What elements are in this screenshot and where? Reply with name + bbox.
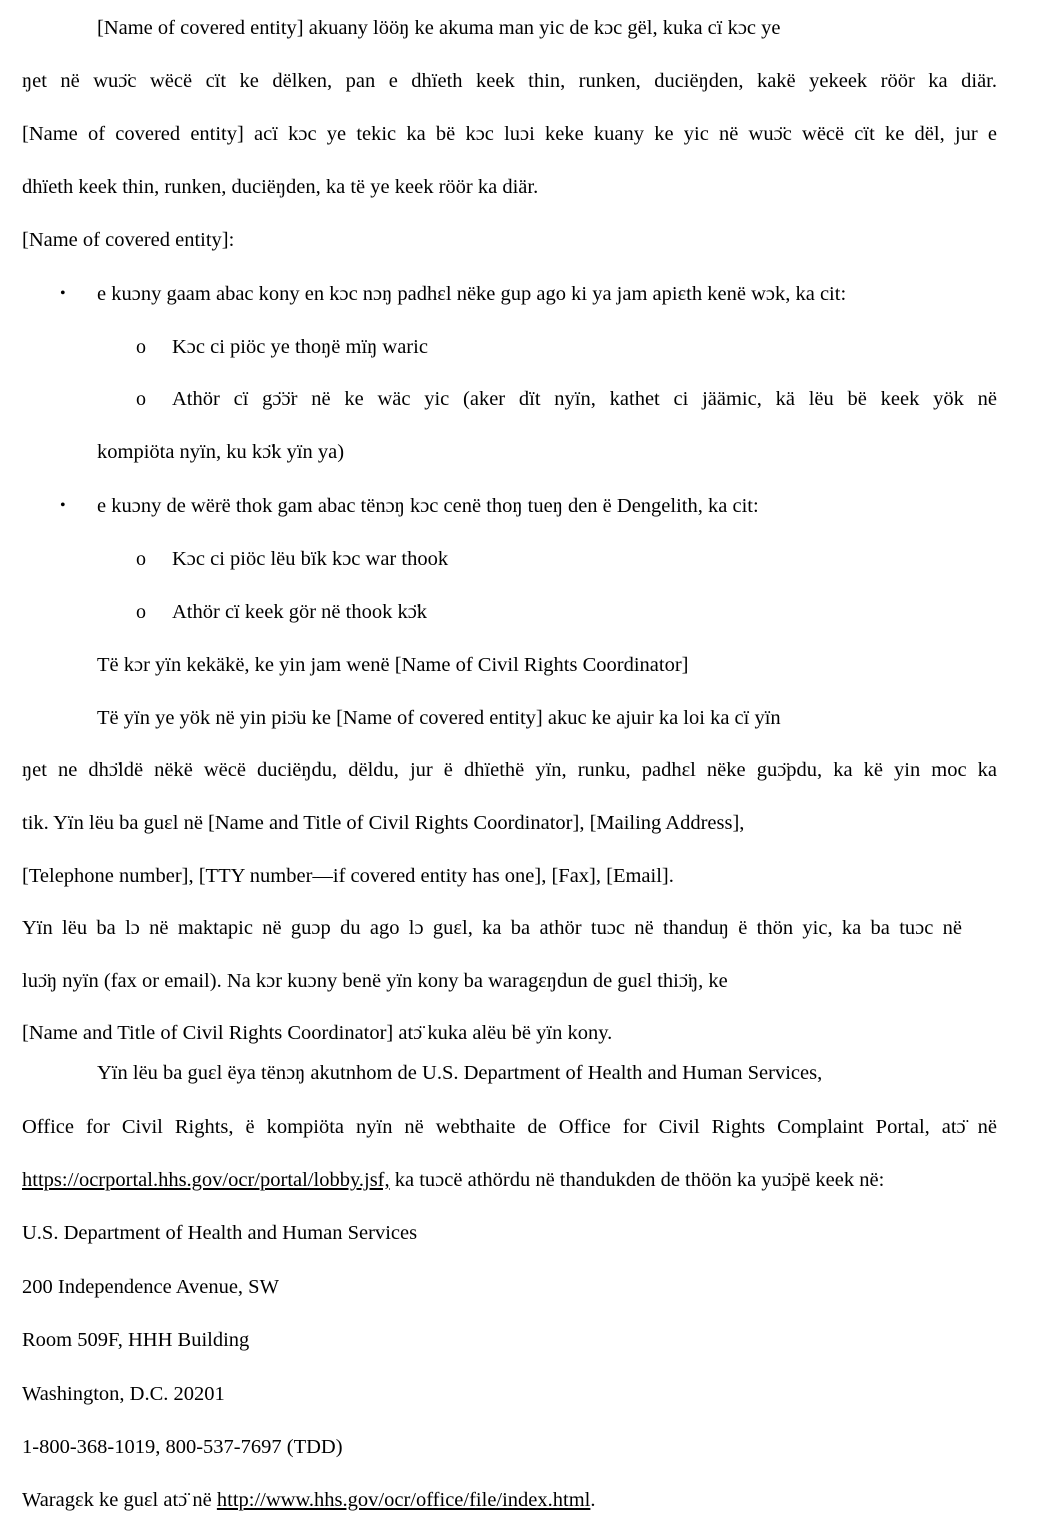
para-3-line-4: [Telephone number], [TTY number—if covered entity has one], [Fax], [Email]. xyxy=(22,865,674,887)
forms-prefix: Waragɛk ke guɛl atɔ̈ në xyxy=(22,1489,217,1511)
covered-entity-label: [Name of covered entity]: xyxy=(22,229,235,251)
sub-item-1-2: Athör cï gɔ̈ɔ̈r në ke wäc yic (aker dït nyïn, kathet ci jäämic, kä lëu bë keek yök në xyxy=(172,388,997,410)
sub-bullet-marker: o xyxy=(136,548,146,570)
para-3-line-5: Yïn lëu ba lɔ në maktapic në guɔp du ago lɔ guɛl, ka ba athör tuɔc në thanduŋ ë thön yic, ka ba tuɔc në xyxy=(22,917,962,939)
address-line: U.S. Department of Health and Human Services xyxy=(22,1222,418,1244)
complaint-forms-line xyxy=(22,1488,997,1512)
para-3-line-6: luɔ̈ŋ nyïn (fax or email). Na kɔr kuɔny benë yïn kony ba waragɛŋdun de guɛl thiɔ̈ŋ, ke xyxy=(22,970,728,992)
para-1-line-2: ŋet në wuɔ̈c wëcë cït ke dëlken, pan e dhïeth keek thin, runken, duciëŋden, kakë yekeek röör ka diär. xyxy=(22,70,997,92)
para-1-line-4: dhïeth keek thin, runken, duciëŋden, ka të ye keek röör ka diär. xyxy=(22,176,539,198)
para-3-line-2: ŋet ne dhɔ̈ldë nëkë wëcë duciëŋdu, dëldu, jur ë dhïethë yïn, runku, padhɛl nëke guɔ̈pdu, ka kë yin moc ka xyxy=(22,759,997,781)
sub-item-2-2: Athör cï keek gör në thook kɔ̈k xyxy=(172,601,428,623)
address-line: 200 Independence Avenue, SW xyxy=(22,1276,279,1298)
para-2: Të kɔr yïn kekäkë, ke yin jam wenë [Name of Civil Rights Coordinator] xyxy=(97,654,689,676)
para-4-line-1: Yïn lëu ba guɛl ëya tënɔŋ akutnhom de U.S. Department of Health and Human Services, xyxy=(97,1062,823,1084)
para-4-line-2: Office for Civil Rights, ë kompiöta nyïn në webthaite de Office for Civil Rights Complaint Portal, atɔ̈ në xyxy=(22,1116,997,1138)
sub-bullet-marker: o xyxy=(136,388,146,410)
bullet-marker: • xyxy=(60,497,66,514)
sub-bullet-marker: o xyxy=(136,601,146,623)
bullet-1-text: e kuɔny gaam abac kony en kɔc nɔŋ padhɛl nëke gup ago ki ya jam apiɛth kenë wɔk, ka cit: xyxy=(97,283,847,305)
para-3-line-3: tik. Yïn lëu ba guɛl në [Name and Title of Civil Rights Coordinator], [Mailing Address], xyxy=(22,812,745,834)
bullet-marker: • xyxy=(60,285,66,302)
para-1-line-3: [Name of covered entity] acï kɔc ye tekic ka bë kɔc luɔi keke kuany ke yic në wuɔ̈c wëcë cït ke dël, jur e xyxy=(22,123,997,145)
para-3-line-7: [Name and Title of Civil Rights Coordinator] atɔ̈ kuka alëu bë yïn kony. xyxy=(22,1022,613,1044)
ocr-portal-link[interactable]: https://ocrportal.hhs.gov/ocr/portal/lobby.jsf, xyxy=(22,1169,390,1191)
bullet-2-text: e kuɔny de wërë thok gam abac tënɔŋ kɔc cenë thoŋ tueŋ den ë Dengelith, ka cit: xyxy=(97,495,759,517)
phone-numbers: 1-800-368-1019, 800-537-7697 (TDD) xyxy=(22,1436,343,1458)
sub-item-1-1: Kɔc ci piöc ye thoŋë mïŋ waric xyxy=(172,336,428,358)
para-4-line-3-rest: ka tuɔcë athördu në thandukden de thöön ka yuɔ̈pë keek në: xyxy=(389,1169,885,1191)
address-line: Washington, D.C. 20201 xyxy=(22,1383,225,1405)
address-line: Room 509F, HHH Building xyxy=(22,1329,250,1351)
para-3-line-1: Të yïn ye yök në yin piɔ̈u ke [Name of covered entity] akuc ke ajuir ka loi ka cï yïn xyxy=(97,707,781,729)
sub-item-2-1: Kɔc ci piöc lëu bïk kɔc war thook xyxy=(172,548,449,570)
sub-bullet-marker: o xyxy=(136,336,146,358)
complaint-forms-link[interactable]: http://www.hhs.gov/ocr/office/file/index.html xyxy=(216,1489,591,1511)
sub-item-1-2-continuation: kompiöta nyïn, ku kɔ̈k yïn ya) xyxy=(97,441,345,463)
para-4-line-3 xyxy=(22,1168,1012,1192)
forms-suffix: . xyxy=(590,1489,596,1511)
para-1-line-1: [Name of covered entity] akuany lööŋ ke akuma man yic de kɔc gël, kuka cï kɔc ye xyxy=(97,17,781,39)
